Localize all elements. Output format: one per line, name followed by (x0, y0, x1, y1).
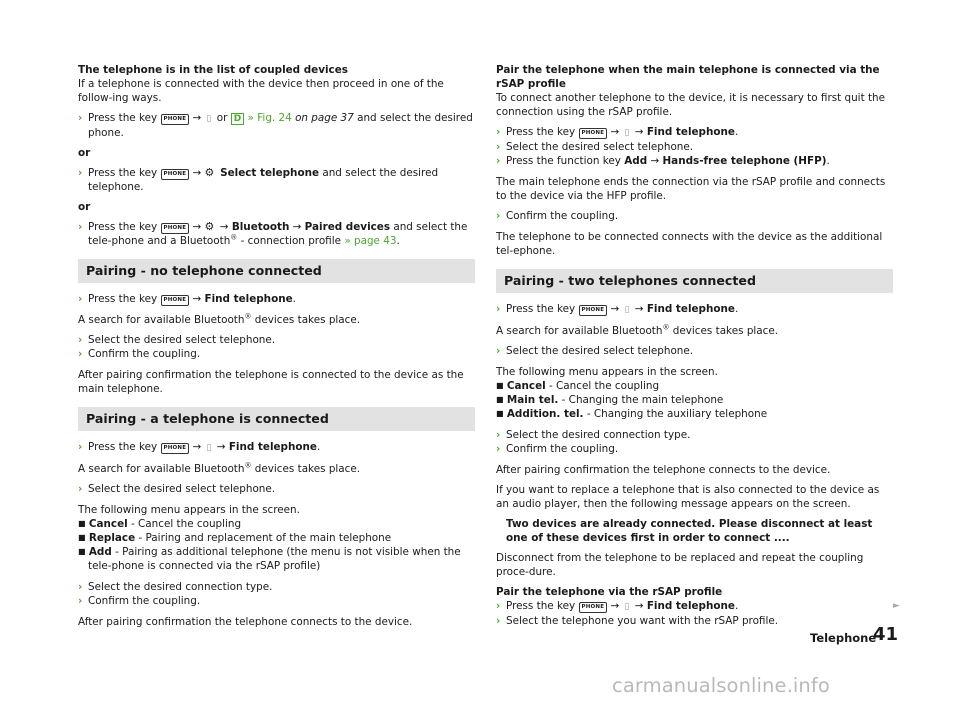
menu-item-label: Bluetooth (231, 221, 290, 233)
phone-key-icon: PHONE (579, 602, 608, 613)
page-reference: on page 37 (295, 112, 354, 124)
step-chevron-icon: › (496, 155, 501, 167)
right-column (496, 63, 893, 628)
or-separator: or (78, 201, 91, 213)
registered-mark: ® (230, 233, 238, 242)
list-item (496, 393, 893, 407)
arrow-text: → (216, 221, 232, 233)
option-desc: - Cancel the coupling (545, 380, 660, 392)
menu-glyph-icon: ▯ (206, 114, 212, 124)
left-column (78, 63, 475, 635)
arrow-text: → (607, 303, 623, 315)
phone-key-icon: PHONE (161, 223, 190, 234)
step-text: Select the telephone you want with the rSAP profile. (506, 615, 779, 627)
step-text: Press the key (88, 441, 158, 453)
instruction-step (496, 428, 893, 442)
step-chevron-icon: › (78, 348, 83, 360)
step-text: . (316, 441, 321, 453)
bullet-icon: ■ (496, 381, 504, 390)
step-text: Select the desired select telephone. (506, 141, 694, 153)
bullet-icon: ■ (78, 533, 86, 542)
phone-key-icon: PHONE (161, 114, 190, 125)
section-heading: Pairing - two telephones connected (496, 269, 893, 293)
step-text: and select the tele-phone and a Bluetooth (88, 221, 468, 247)
section-title: Telephone (810, 631, 877, 645)
step-text: or (213, 112, 231, 124)
step-text: Press the key (506, 303, 576, 315)
option-desc: - Pairing as additional telephone (the menu is not visible when the tele-phone is connected via the rSAP profile) (88, 546, 461, 572)
registered-mark: ® (244, 312, 252, 321)
option-desc: - Changing the main telephone (558, 394, 724, 406)
arrow-text: → (289, 221, 305, 233)
arrow-text: → (189, 112, 205, 124)
step-text: Press the key (506, 600, 576, 612)
step-chevron-icon: › (78, 293, 83, 305)
list-item (496, 407, 893, 421)
step-text: Select the desired connection type. (506, 429, 691, 441)
step-text: Select the desired select telephone. (506, 345, 694, 357)
paragraph (78, 313, 475, 327)
instruction-step (496, 442, 893, 456)
step-chevron-icon: › (496, 600, 501, 612)
paragraph: The following menu appears in the screen. (496, 366, 718, 378)
step-text: Select the desired connection type. (88, 581, 273, 593)
step-chevron-icon: › (496, 126, 501, 138)
paragraph: The following menu appears in the screen. (78, 504, 300, 516)
section-heading: Pairing - a telephone is connected (78, 407, 475, 431)
option-label: Cancel (506, 380, 546, 392)
step-text: Press the key (88, 293, 158, 305)
instruction-step (78, 220, 475, 248)
menu-glyph-icon: ▯ (206, 443, 212, 453)
menu-glyph-icon: ▯ (624, 128, 630, 138)
instruction-step (78, 594, 475, 608)
menu-item-label: Add (624, 155, 648, 167)
paragraph: After pairing confirmation the telephone is connected to the device as the main telephone. (78, 369, 464, 395)
paragraph: Disconnect from the telephone to be replaced and repeat the coupling proce-dure. (496, 552, 864, 578)
arrow-text: → (631, 126, 647, 138)
option-label: Add (88, 546, 112, 558)
instruction-step (496, 125, 893, 140)
step-text: . (734, 126, 739, 138)
arrow-text: → (189, 441, 205, 453)
phone-key-icon: PHONE (161, 169, 190, 180)
instruction-step (496, 154, 893, 168)
arrow-text: → (631, 600, 647, 612)
phone-key-icon: PHONE (579, 128, 608, 139)
phone-key-icon: PHONE (161, 443, 190, 454)
option-label: Addition. tel. (506, 408, 584, 420)
step-text: - connection profile (237, 235, 345, 247)
step-chevron-icon: › (78, 595, 83, 607)
list-item (496, 379, 893, 393)
watermark: carmanualsonline.info (612, 674, 830, 697)
screen-message: Two devices are already connected. Please disconnect at least one of these devices first in order to connect .... (506, 518, 873, 544)
menu-item-label: Select telephone (216, 167, 320, 179)
option-desc: - Pairing and replacement of the main telephone (135, 532, 392, 544)
instruction-step (78, 333, 475, 347)
step-text: . (734, 303, 739, 315)
step-chevron-icon: › (78, 581, 83, 593)
settings-gear-icon: ⚙ (204, 220, 215, 233)
menu-item-label: Paired devices (304, 221, 391, 233)
bullet-icon: ■ (78, 547, 86, 556)
arrow-text: → (189, 293, 205, 305)
figure-link[interactable]: » Fig. 24 (247, 112, 292, 124)
option-label: Cancel (88, 518, 128, 530)
step-chevron-icon: › (496, 141, 501, 153)
option-desc: - Changing the auxiliary telephone (583, 408, 768, 420)
bullet-icon: ■ (78, 519, 86, 528)
step-text: Press the key (506, 126, 576, 138)
paragraph-text: A search for available Bluetooth (496, 325, 663, 337)
step-chevron-icon: › (496, 429, 501, 441)
paragraph: The main telephone ends the connection via the rSAP profile and connects to the device via the HFP profile. (496, 176, 886, 202)
section-heading: Pairing - no telephone connected (78, 259, 475, 283)
step-chevron-icon: › (78, 221, 83, 233)
menu-glyph-icon: ▯ (624, 602, 630, 612)
settings-gear-icon: ⚙ (204, 166, 215, 179)
paragraph-title: Pair the telephone via the rSAP profile (496, 586, 723, 598)
list-item (78, 531, 475, 545)
phone-key-icon: PHONE (579, 305, 608, 316)
d-key-icon: D (231, 113, 244, 125)
paragraph-text: devices takes place. (251, 314, 361, 326)
step-chevron-icon: › (78, 441, 83, 453)
step-text: Press the key (88, 221, 158, 233)
step-text: Confirm the coupling. (506, 210, 619, 222)
paragraph-title: Pair the telephone when the main telephone is connected via the rSAP profile (496, 64, 880, 90)
bullet-icon: ■ (496, 395, 504, 404)
menu-item-label: Find telephone (646, 126, 735, 138)
menu-item-label: Find telephone (646, 600, 735, 612)
step-chevron-icon: › (78, 167, 83, 179)
arrow-text: → (189, 167, 205, 179)
step-text: and select the desired telephone. (88, 167, 439, 193)
step-text: Select the desired select telephone. (88, 334, 276, 346)
paragraph-text: A search for available Bluetooth (78, 463, 245, 475)
step-text: . (826, 155, 830, 167)
step-chevron-icon: › (496, 210, 501, 222)
list-item (78, 517, 475, 531)
step-text: Press the key (88, 112, 158, 124)
menu-item-label: Hands-free telephone (HFP) (662, 155, 827, 167)
step-chevron-icon: › (496, 345, 501, 357)
menu-item-label: Find telephone (228, 441, 317, 453)
paragraph (78, 462, 475, 476)
paragraph: If a telephone is connected with the device then proceed in one of the follow-ing ways. (78, 78, 444, 104)
instruction-step (496, 599, 893, 614)
continue-arrow-icon: ► (893, 601, 900, 611)
registered-mark: ® (244, 461, 252, 470)
paragraph: After pairing confirmation the telephone connects to the device. (78, 616, 413, 628)
arrow-text: → (213, 441, 229, 453)
paragraph-text: A search for available Bluetooth (78, 314, 245, 326)
menu-item-label: Find telephone (646, 303, 735, 315)
step-text: Select the desired select telephone. (88, 483, 276, 495)
phone-key-icon: PHONE (161, 295, 190, 306)
paragraph: The telephone to be connected connects with the device as the additional tel-ephone. (496, 231, 883, 257)
instruction-step (78, 440, 475, 455)
step-text: and select the desired phone. (88, 112, 473, 139)
instruction-step (78, 111, 475, 140)
paragraph: To connect another telephone to the device, it is necessary to first quit the connection using the rSAP profile. (496, 92, 885, 118)
step-chevron-icon: › (496, 615, 501, 627)
paragraph (496, 324, 893, 338)
instruction-step (496, 209, 893, 223)
step-text: Press the key (88, 167, 158, 179)
step-chevron-icon: › (78, 334, 83, 346)
option-label: Main tel. (506, 394, 559, 406)
step-chevron-icon: › (496, 443, 501, 455)
page-number: 41 (873, 624, 899, 645)
instruction-step (78, 292, 475, 306)
step-text: . (396, 235, 400, 247)
menu-glyph-icon: ▯ (624, 305, 630, 315)
instruction-step (78, 166, 475, 194)
step-text: Confirm the coupling. (88, 595, 201, 607)
page-link[interactable]: » page 43 (344, 235, 397, 247)
arrow-text: → (607, 126, 623, 138)
bullet-icon: ■ (496, 409, 504, 418)
arrow-text: → (631, 303, 647, 315)
instruction-step (78, 347, 475, 361)
paragraph-text: devices takes place. (251, 463, 361, 475)
list-item (78, 545, 475, 573)
arrow-text: → (189, 221, 205, 233)
option-desc: - Cancel the coupling (127, 518, 242, 530)
or-separator: or (78, 147, 91, 159)
instruction-step (78, 482, 475, 496)
step-chevron-icon: › (496, 303, 501, 315)
instruction-step (496, 344, 893, 358)
step-text: Confirm the coupling. (506, 443, 619, 455)
paragraph-text: devices takes place. (669, 325, 779, 337)
instruction-step (78, 580, 475, 594)
step-chevron-icon: › (78, 112, 83, 124)
step-text: Press the function key (506, 155, 625, 167)
step-text: . (734, 600, 739, 612)
option-label: Replace (88, 532, 136, 544)
registered-mark: ® (662, 323, 670, 332)
step-text: Confirm the coupling. (88, 348, 201, 360)
arrow-text: → (607, 600, 623, 612)
instruction-step (496, 302, 893, 317)
instruction-step (496, 614, 893, 628)
paragraph: If you want to replace a telephone that is also connected to the device as an audio player, then the following message appears on the screen. (496, 484, 880, 510)
paragraph-title: The telephone is in the list of coupled devices (78, 64, 348, 76)
instruction-step (496, 140, 893, 154)
step-chevron-icon: › (78, 483, 83, 495)
paragraph: After pairing confirmation the telephone connects to the device. (496, 464, 831, 476)
arrow-text: → (647, 155, 663, 167)
step-text: . (292, 293, 296, 305)
menu-item-label: Find telephone (204, 293, 293, 305)
